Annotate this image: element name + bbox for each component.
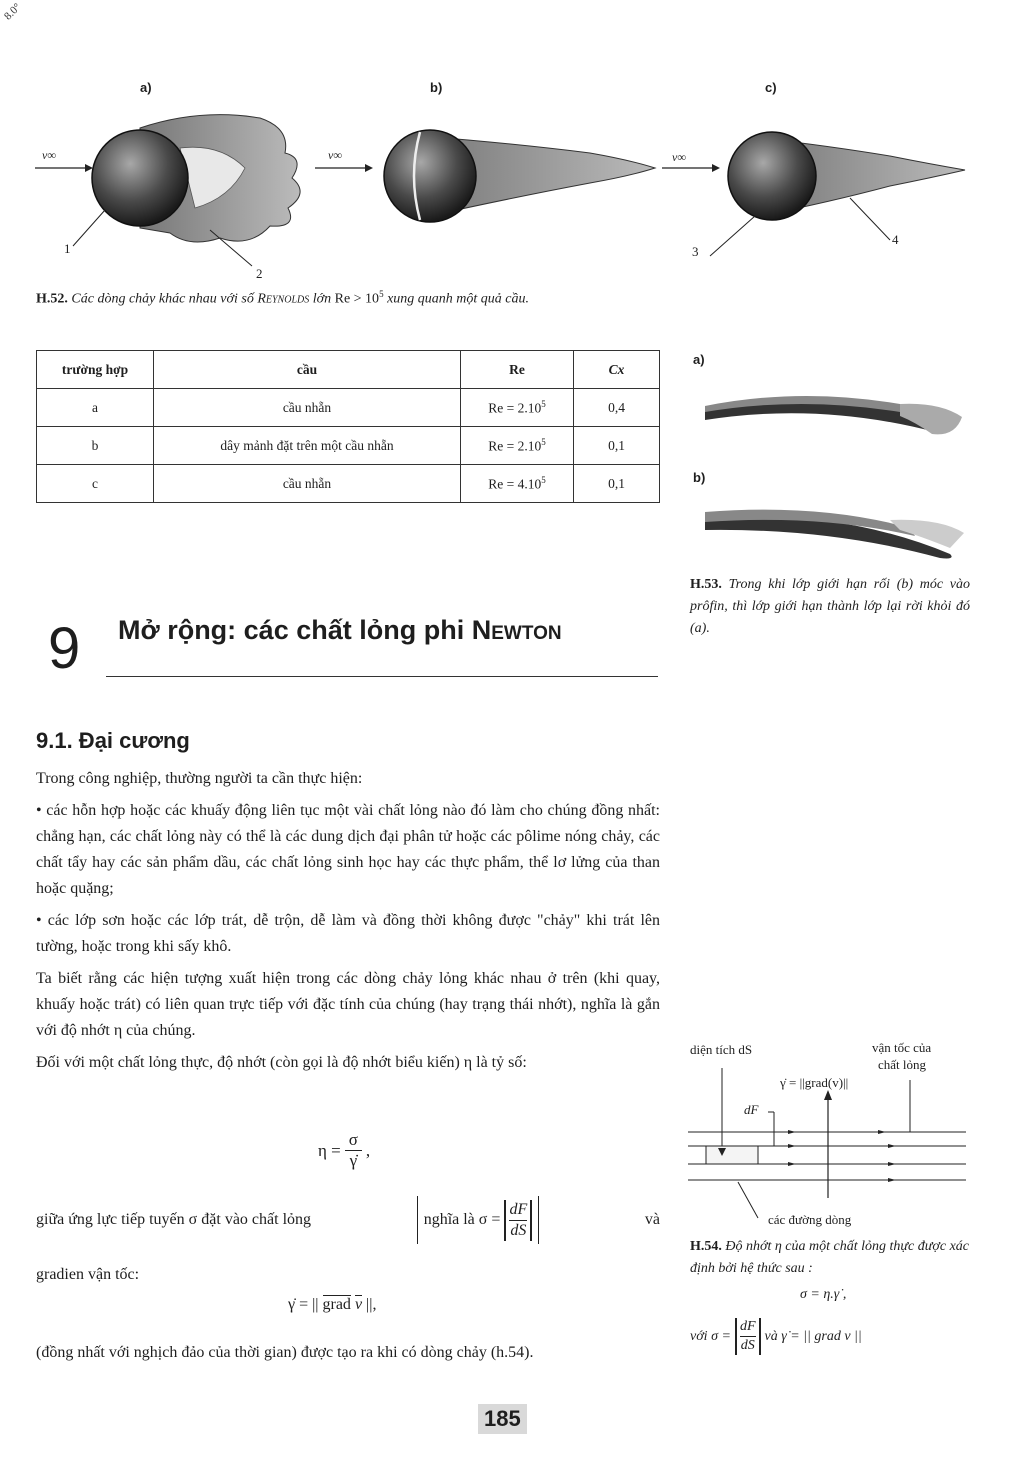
fig52-number-1: 1 — [64, 241, 71, 256]
fig52-caption-pre: Các dòng chảy khác nhau với số — [71, 291, 254, 307]
table-header-sphere: cầu — [154, 351, 461, 389]
fig53-label-b: b) — [693, 470, 706, 485]
fig54-eq2-mid: và γ̇ = || grad v || — [764, 1328, 862, 1344]
re-exponent: 5 — [541, 436, 546, 447]
subsection-title: 9.1. Đại cương — [36, 728, 190, 753]
paragraph-4: Ta biết rằng các hiện tượng xuất hiện trong các dòng chảy lỏng khác nhau ở trên (khi quay, khuấy hoặc trát) có liên quan trực tiếp với đặc tính của chúng (hay trạng thái nhớt), nghĩa là gắn với độ nhớt η của chúng. — [36, 970, 660, 1039]
fig52c-flow — [728, 132, 965, 220]
paragraph-3: • các lớp sơn hoặc các lớp trát, dễ trộn, dễ làm và đồng thời không được "chảy" khi trát lên tường, hoặc trong khi sấy khô. — [36, 912, 660, 955]
body-text — [36, 766, 660, 1082]
section-title — [118, 615, 562, 646]
table-header-cx: Cx — [574, 351, 660, 389]
table-cell-case: b — [37, 427, 154, 465]
table-cell-re — [461, 427, 574, 465]
table-cell-cx: 0,1 — [574, 427, 660, 465]
fig53-caption-number: H.53. — [690, 577, 722, 592]
re-value: Re = 2.10 — [488, 400, 542, 416]
table-cell-sphere: cầu nhẵn — [154, 465, 461, 503]
table-cell-sphere: cầu nhẵn — [154, 389, 461, 427]
table-cell-re — [461, 389, 574, 427]
fig52-label-c: c) — [765, 80, 777, 95]
section-number: 9 — [48, 616, 81, 681]
fig54-eq2-pre: với σ = — [690, 1328, 731, 1344]
fig54-area-label: diện tích dS — [690, 1042, 753, 1057]
p6-pre: giữa ứng lực tiếp tuyến σ đặt vào chất lỏng — [36, 1211, 312, 1228]
p6-num: dF — [509, 1200, 527, 1221]
fig52-caption — [36, 289, 529, 308]
table-row — [37, 389, 660, 427]
fig52-caption-re: Re > 10 — [334, 291, 380, 307]
equation-eta — [318, 1130, 370, 1171]
p6-bracket — [417, 1196, 540, 1244]
fig53-profile-b — [700, 498, 970, 568]
fig52-number-2: 2 — [256, 266, 263, 281]
table-row — [37, 465, 660, 503]
fig54-df-label: dF — [744, 1102, 759, 1117]
eq1-denominator: γ̇ — [349, 1151, 358, 1170]
re-value: Re = 4.10 — [488, 476, 542, 492]
paragraph-5: Đối với một chất lỏng thực, độ nhớt (còn gọi là độ nhớt biểu kiến) η là tỷ số: — [36, 1054, 527, 1071]
page-number: 185 — [478, 1404, 527, 1434]
fig52b-flow — [384, 130, 655, 222]
fig52-number-3: 3 — [692, 244, 699, 259]
fig54-caption — [690, 1236, 972, 1280]
table-cell-cx: 0,4 — [574, 389, 660, 427]
p6-post: và — [644, 1211, 660, 1228]
eq1-tail: , — [365, 1140, 371, 1160]
table-header-re: Re — [461, 351, 574, 389]
table-cell-cx: 0,1 — [574, 465, 660, 503]
p6-bracket-text: nghĩa là σ = — [423, 1211, 501, 1228]
equation-gamma — [288, 1296, 376, 1314]
eq2-lhs: γ̇ = || — [288, 1296, 319, 1313]
fig54-caption-number: H.54. — [690, 1239, 722, 1254]
eq2-v: v — [354, 1296, 363, 1313]
corner-mark: 8.0° — [2, 1, 24, 23]
fig52a-flow — [92, 115, 300, 242]
fig52-caption-post: xung quanh một quả cầu. — [387, 291, 529, 307]
fig52-caption-mid: lớn — [312, 291, 332, 307]
section-underline — [106, 676, 658, 677]
paragraph-1: Trong công nghiệp, thường người ta cần thực hiện: — [36, 770, 363, 787]
eq1-numerator: σ — [345, 1130, 362, 1151]
re-value: Re = 2.10 — [488, 438, 542, 454]
fig54-eq2-num: dF — [740, 1318, 756, 1337]
fig52-caption-number: H.52. — [36, 291, 68, 307]
fig53-caption — [690, 574, 970, 640]
fig54-streamlines-label: các đường dòng — [768, 1212, 852, 1227]
fig54-diagram — [688, 1060, 970, 1220]
paragraph-7: gradien vận tốc: — [36, 1266, 140, 1283]
fig52-label-b: b) — [430, 80, 443, 95]
fig54-speed-label-1: vận tốc của — [872, 1040, 932, 1055]
p6-norm — [504, 1200, 532, 1241]
paragraph-2: • các hỗn hợp hoặc các khuấy động liên tục một vài chất lỏng nào đó làm cho chúng đồng nhất: chẳng hạn, các chất lỏng này có thể là các dung dịch đại phân tử hoặc các pôlime nóng chảy, các chất tẩy hay các sản phẩm dầu, các chất lỏng sinh học hay các thực phẩm, thể lơ lửng của than hoặc quặng; — [36, 802, 660, 897]
fig53-profile-a — [700, 382, 970, 452]
re-exponent: 5 — [541, 474, 546, 485]
fig52-caption-exp: 5 — [379, 289, 384, 299]
fig54-eq2-norm — [735, 1318, 761, 1355]
eq1-fraction — [345, 1130, 362, 1171]
re-exponent: 5 — [541, 398, 546, 409]
p6-den: dS — [510, 1221, 527, 1239]
table-cell-re — [461, 465, 574, 503]
fig52-caption-name: Reynolds — [257, 291, 310, 307]
fig52-flow-label-b: v∞ — [328, 148, 342, 162]
fig54-caption-eq2 — [690, 1318, 862, 1355]
fig54-gamma-eq: γ̇ = ||grad(v)|| — [780, 1075, 849, 1090]
fig52-number-4: 4 — [892, 232, 899, 247]
fig54-caption-eq: σ = η.γ̇ , — [800, 1287, 847, 1302]
fig54-eq2-den: dS — [740, 1338, 755, 1353]
table-cell-case: a — [37, 389, 154, 427]
fig52-label-a: a) — [140, 80, 152, 95]
fig52-illustration — [30, 98, 980, 278]
fig53-label-a: a) — [693, 352, 705, 367]
table-header-case: trường hợp — [37, 351, 154, 389]
eq2-tail: ||, — [366, 1296, 377, 1313]
paragraph-8: (đồng nhất với nghịch đảo của thời gian) được tạo ra khi có dòng chảy (h.54). — [36, 1344, 534, 1361]
section-title-name: Newton — [471, 615, 562, 645]
eq2-grad: grad — [322, 1296, 351, 1313]
reynolds-table — [36, 350, 660, 503]
table-row — [37, 427, 660, 465]
fig52-flow-label-c: v∞ — [672, 150, 686, 164]
fig54-caption-text: Độ nhớt η của một chất lỏng thực được xác định bởi hệ thức sau : — [690, 1239, 970, 1276]
fig52-flow-label-a: v∞ — [42, 148, 56, 162]
paragraph-6 — [36, 1196, 660, 1244]
fig54-speed-label-2: chất lỏng — [878, 1057, 927, 1072]
table-header-row — [37, 351, 660, 389]
section-title-text: Mở rộng: các chất lỏng phi — [118, 615, 465, 645]
fig53-caption-text: Trong khi lớp giới hạn rối (b) móc vào prôfin, thì lớp giới hạn thành lớp lại rời khỏi đó (a). — [690, 577, 971, 636]
eq1-lhs: η = — [318, 1140, 341, 1160]
table-cell-sphere: dây mảnh đặt trên một cầu nhẵn — [154, 427, 461, 465]
table-cell-case: c — [37, 465, 154, 503]
